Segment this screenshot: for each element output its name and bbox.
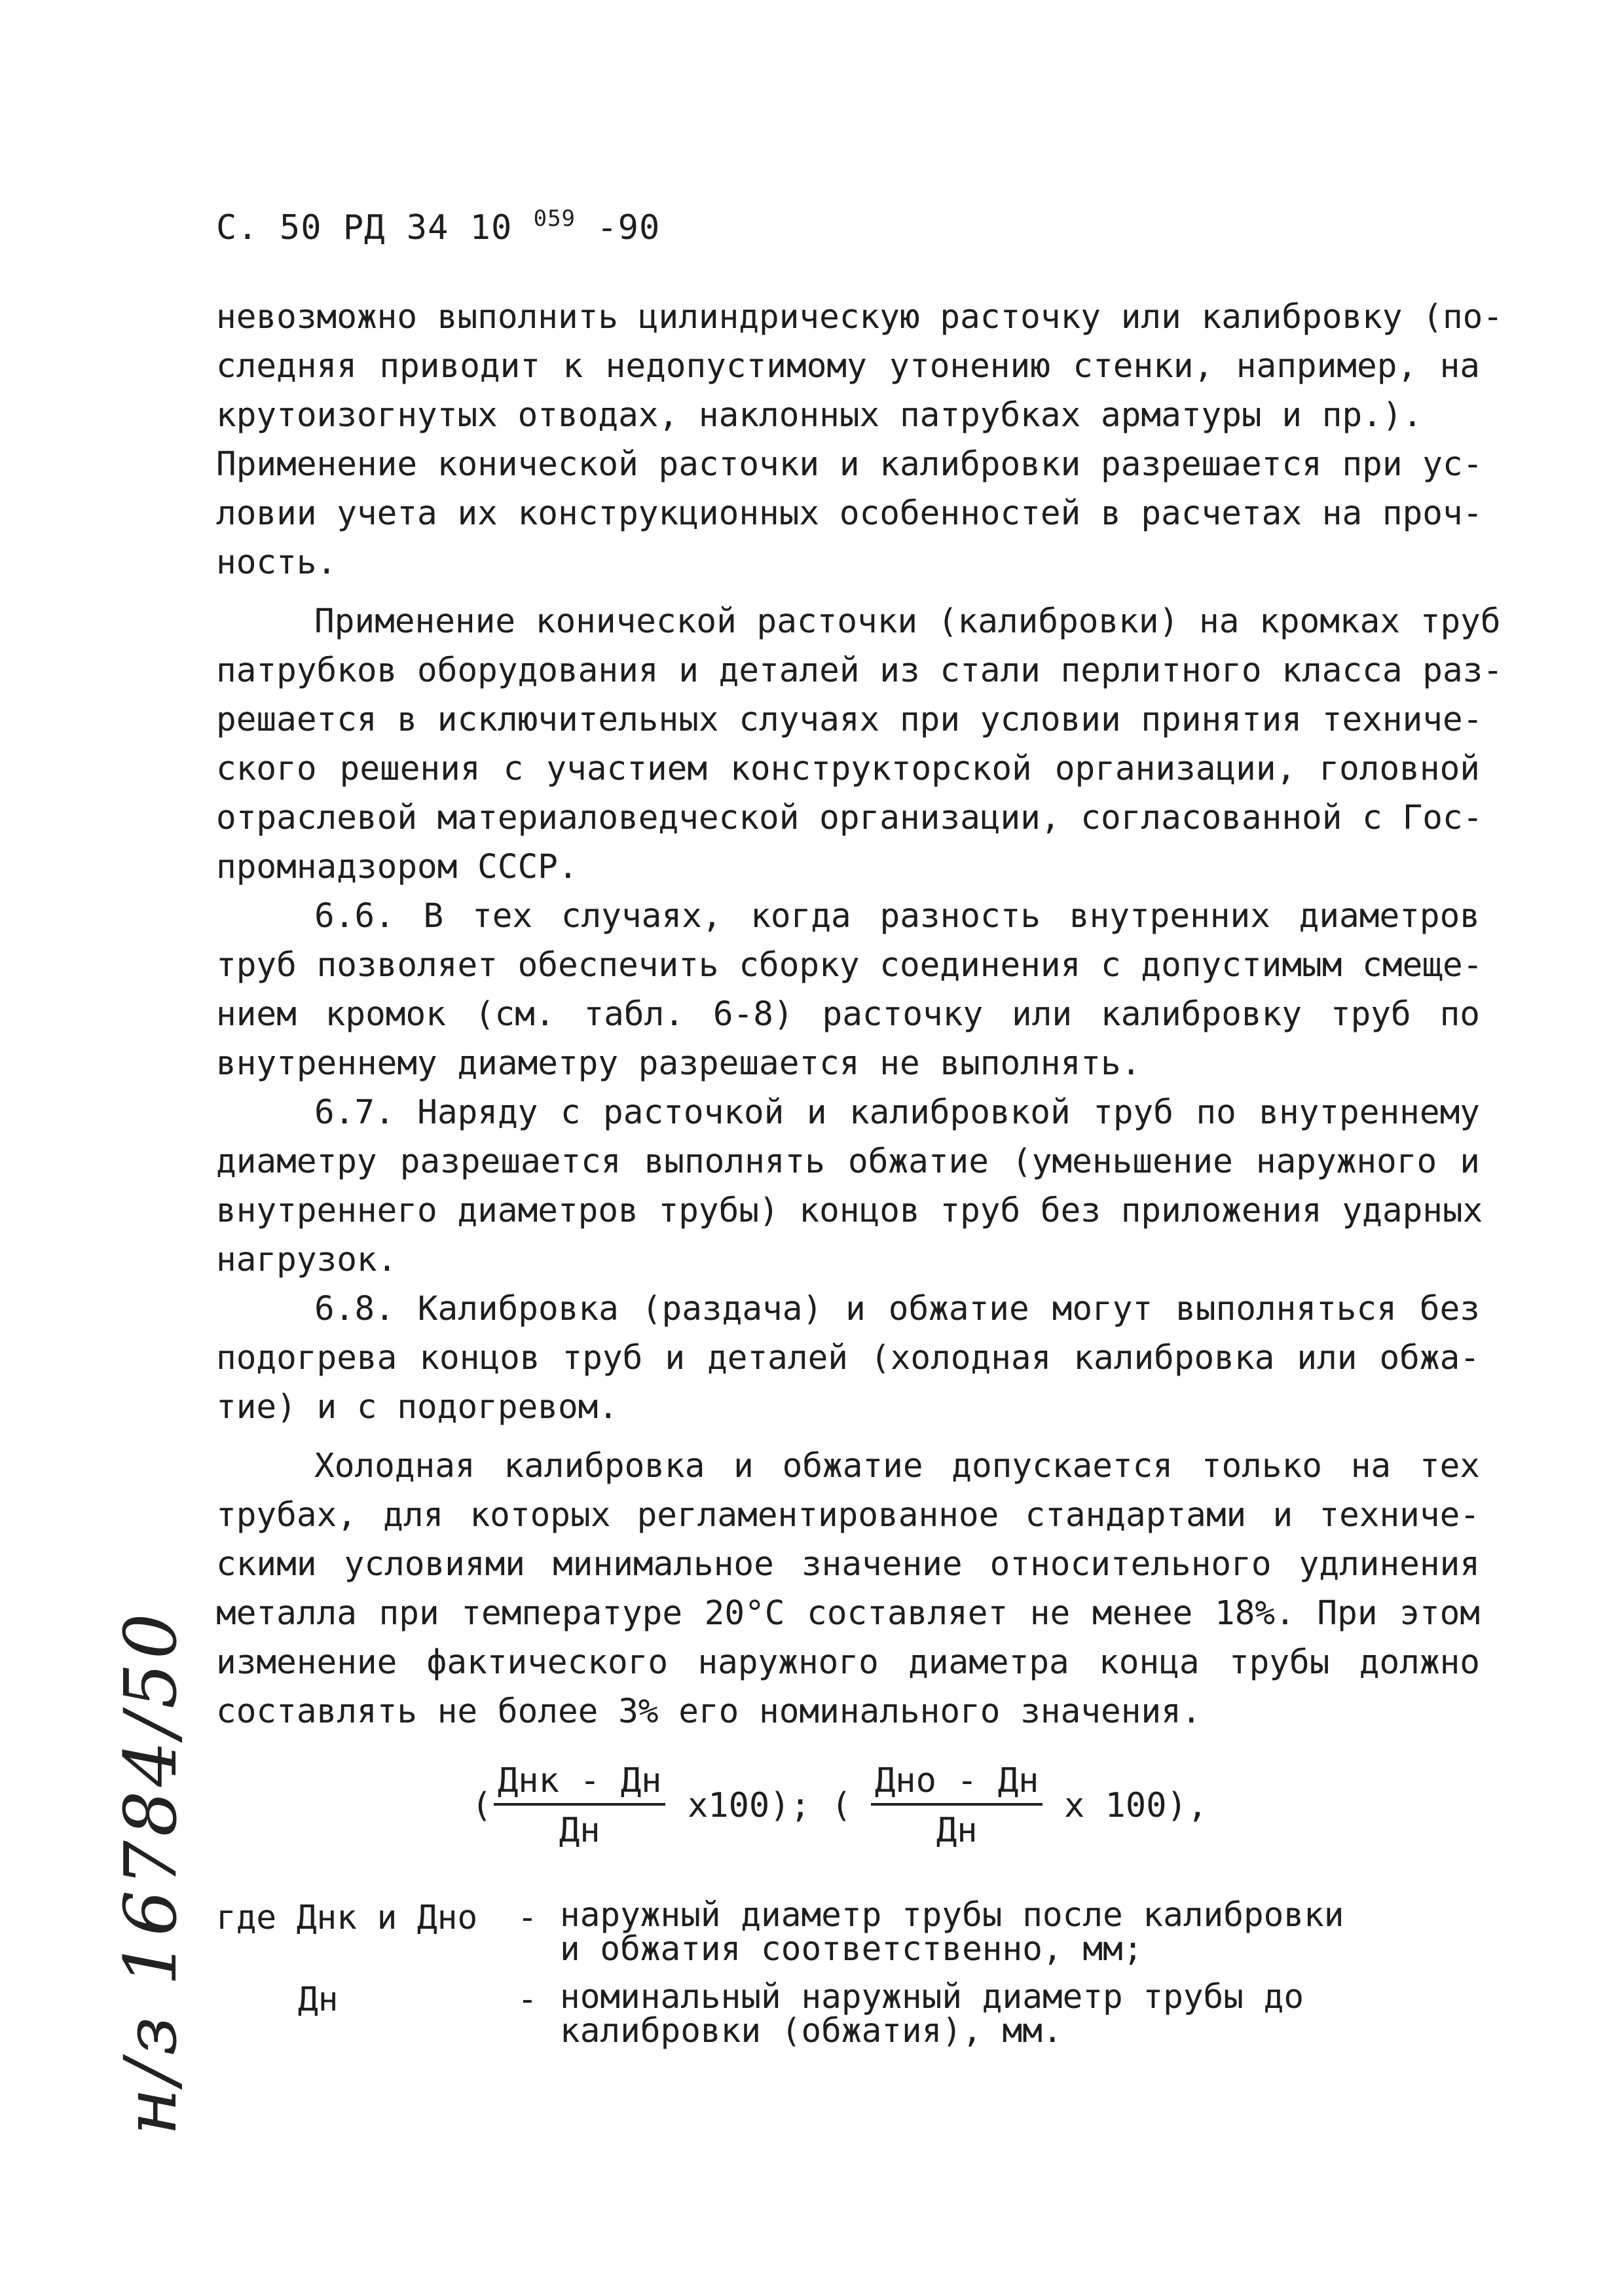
section-6-6-line: 6.6. В тех случаях, когда разность внутренних диаметров (314, 897, 1480, 936)
section-6-7-line: 6.7. Наряду с расточкой и калибровкой труб по внутреннему (314, 1093, 1480, 1132)
body-line: внутреннего диаметров трубы) концов труб без приложения ударных (216, 1192, 1483, 1230)
section-6-8-line: 6.8. Калибровка (раздача) и обжатие могут выполняться без (314, 1290, 1480, 1328)
header-prefix: С. 50 РД 34 10 (216, 208, 513, 247)
body-line: нием кромок (см. табл. 6-8) расточку или калибровку труб по (216, 995, 1480, 1034)
body-line: Холодная калибровка и обжатие допускается только на тех (314, 1447, 1480, 1485)
body-line: составлять не более 3% его номинального значения. (216, 1692, 1202, 1731)
page-header (216, 208, 660, 247)
body-line: Применение конической расточки (калибровки) на кромках труб (314, 602, 1501, 641)
fraction-2-numerator: Дно - Дн (871, 1761, 1043, 1806)
body-line: диаметру разрешается выполнять обжатие (уменьшение наружного и (216, 1142, 1480, 1181)
definition-dash: - (517, 1899, 538, 1937)
body-line: металла при температуре 20°С составляет не менее 18%. При этом (216, 1594, 1480, 1633)
definition-text: и обжатия соответственно, мм; (560, 1930, 1143, 1969)
body-line: следняя приводит к недопустимому утонению стенки, например, на (216, 347, 1480, 386)
definition-text: калибровки (обжатия), мм. (560, 2012, 1063, 2050)
body-line: отраслевой материаловедческой организации, согласованной с Гос- (216, 799, 1483, 837)
body-line: подогрева концов труб и деталей (холодная калибровка или обжа- (216, 1339, 1480, 1377)
fraction-1-numerator: Днк - Дн (494, 1761, 665, 1806)
definition-term: где Днк и Дно (216, 1899, 478, 1937)
header-suffix: -90 (597, 208, 661, 247)
body-line: тие) и с подогревом. (216, 1388, 619, 1427)
body-line: труб позволяет обеспечить сборку соединения с допустимым смеще- (216, 946, 1483, 985)
body-line: нагрузок. (216, 1241, 397, 1279)
body-line: изменение фактического наружного диаметра конца трубы должно (216, 1643, 1480, 1682)
definition-term: Дн (298, 1980, 339, 2019)
fraction-2-denominator: Дн (936, 1811, 978, 1850)
body-line: ского решения с участием конструкторской организации, головной (216, 750, 1480, 788)
body-line: промнадзором СССР. (216, 848, 578, 886)
definition-text: наружный диаметр трубы после калибровки (560, 1896, 1344, 1935)
body-line: патрубков оборудования и деталей из стали перлитного класса раз- (216, 651, 1504, 690)
handwritten-margin-stamp: н/з 16784/50 (109, 1609, 193, 2136)
formula (471, 1761, 1257, 1879)
body-line: скими условиями минимальное значение относительного удлинения (216, 1545, 1480, 1584)
body-line: ловии учета их конструкционных особенностей в расчетах на проч- (216, 494, 1483, 533)
body-line: крутоизогнутых отводах, наклонных патрубках арматуры и пр.). (216, 396, 1423, 435)
body-line: решается в исключительных случаях при условии принятия техниче- (216, 701, 1483, 739)
formula-end: х 100), (1064, 1786, 1208, 1825)
fraction-1 (494, 1761, 665, 1850)
definition-dash: - (517, 1980, 538, 2019)
definition-text: номинальный наружный диаметр трубы до (560, 1978, 1304, 2016)
fraction-1-denominator: Дн (559, 1811, 600, 1850)
formula-open-paren: ( (471, 1786, 492, 1825)
header-superscript: 059 (533, 206, 576, 232)
fraction-2 (871, 1761, 1043, 1850)
body-line: внутреннему диаметру разрешается не выполнять. (216, 1044, 1141, 1083)
formula-middle: х100); ( (688, 1786, 852, 1825)
body-line: Применение конической расточки и калибровки разрешается при ус- (216, 445, 1483, 484)
body-line: трубах, для которых регламентированное стандартами и техниче- (216, 1496, 1480, 1535)
body-line: ность. (216, 543, 337, 582)
body-line: невозможно выполнить цилиндрическую расточку или калибровку (по- (216, 298, 1504, 337)
